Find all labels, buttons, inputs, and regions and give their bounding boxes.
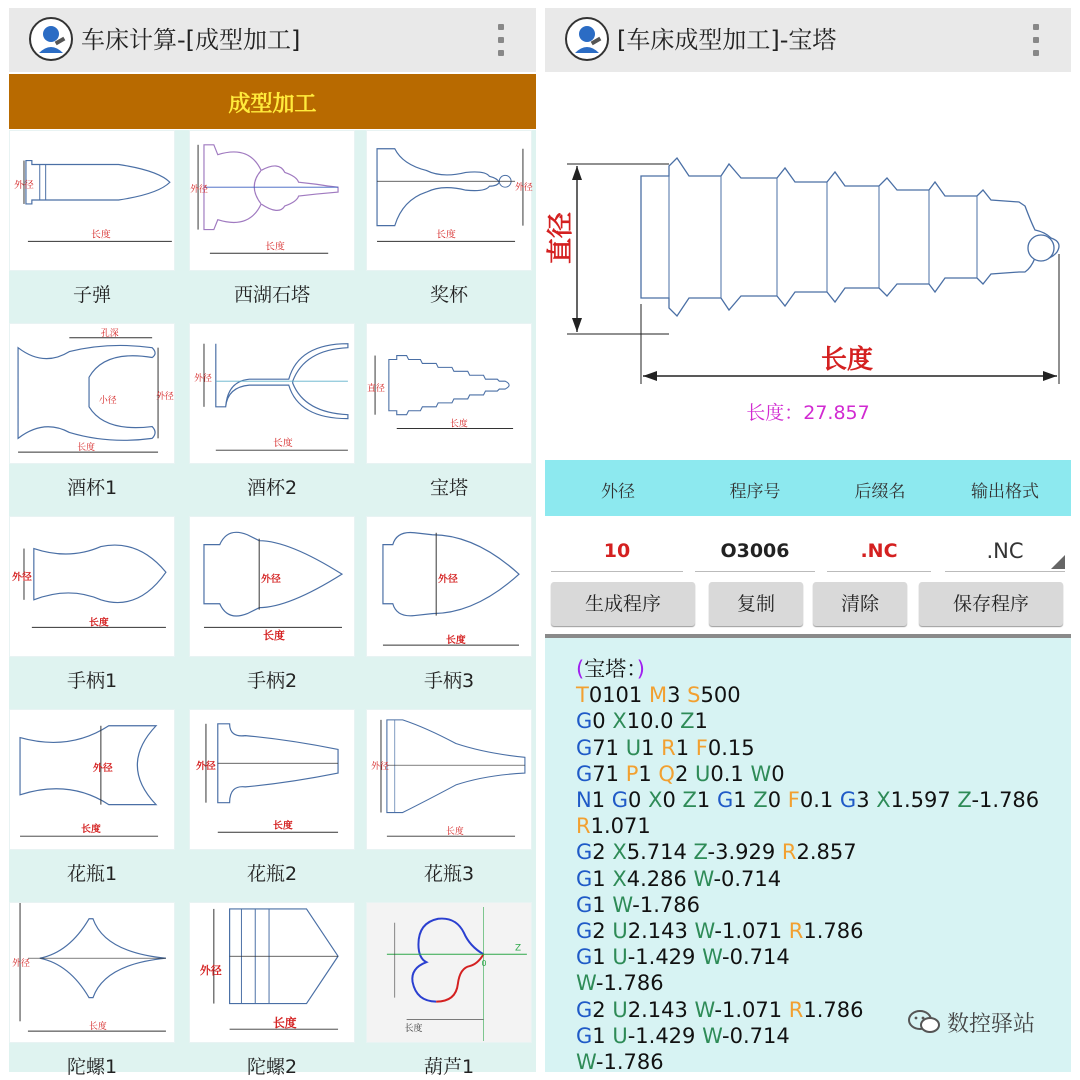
svg-text:外径: 外径 (200, 963, 222, 977)
code-token: 1.786 (803, 919, 864, 944)
code-token: -1.786 (971, 788, 1040, 813)
code-token: X (876, 788, 891, 813)
save-program-button[interactable]: 保存程序 (919, 582, 1063, 626)
wine-cup-2-shape-icon (189, 323, 355, 464)
app-logo-icon (565, 17, 609, 61)
code-token: U (612, 919, 628, 944)
code-token: W (750, 761, 772, 786)
clear-button[interactable]: 清除 (813, 582, 907, 626)
code-token: 500 (700, 683, 741, 708)
code-token: G (576, 709, 593, 734)
code-line (576, 656, 1071, 682)
code-token: U (612, 1023, 628, 1048)
code-token: 3 (667, 683, 688, 708)
code-token: S (687, 683, 701, 708)
wechat-icon (907, 1009, 941, 1035)
bullet-shape-icon (9, 130, 175, 271)
code-line (576, 735, 1071, 761)
tile-label: 花瓶1 (66, 863, 118, 885)
code-token: -3.929 (707, 840, 782, 865)
svg-text:外径: 外径 (12, 572, 32, 584)
code-token: P (625, 761, 639, 786)
code-token: 1 (592, 1023, 613, 1048)
tile-label: 陀螺2 (246, 1056, 298, 1078)
code-token: W (702, 945, 722, 970)
svg-text:长度: 长度 (449, 419, 468, 430)
svg-text:长度: 长度 (77, 443, 95, 454)
shape-grid (9, 130, 536, 1078)
code-line (576, 866, 1071, 892)
trophy-shape-icon (366, 130, 532, 271)
overflow-menu-icon[interactable] (1029, 22, 1043, 58)
watermark (907, 1007, 1035, 1038)
app-logo-icon (29, 17, 73, 61)
code-token: F (787, 788, 800, 813)
code-token: 1 (733, 788, 754, 813)
code-token: R (788, 997, 804, 1022)
code-token: W (693, 866, 714, 891)
svg-text:外径: 外径 (515, 183, 533, 194)
tile-label: 酒杯1 (66, 477, 118, 499)
svg-text:外径: 外径 (261, 574, 281, 586)
overflow-menu-icon[interactable] (494, 22, 508, 58)
code-token: G (576, 997, 593, 1022)
code-line (576, 1049, 1071, 1075)
code-token: G (576, 761, 593, 786)
code-token: R (576, 814, 591, 839)
length-label: 长度 (821, 345, 874, 375)
code-token: F (695, 735, 708, 760)
svg-text:外径: 外径 (190, 185, 208, 196)
app-bar (545, 8, 1071, 72)
code-token: 0 (628, 788, 649, 813)
code-line (576, 944, 1071, 970)
svg-text:长度: 长度 (446, 827, 464, 838)
param-inputs (545, 516, 1071, 580)
code-token: 1.071 (590, 814, 651, 839)
code-token: ( (576, 657, 585, 681)
code-token: 2.143 (627, 919, 695, 944)
svg-text:外径: 外径 (156, 391, 174, 402)
svg-text:长度: 长度 (272, 820, 293, 832)
code-line (576, 682, 1071, 708)
code-token: -1.071 (714, 919, 789, 944)
code-token: Z (753, 788, 768, 813)
code-token: 1 (694, 709, 708, 734)
svg-text:外径: 外径 (371, 762, 389, 773)
code-token: G (839, 788, 857, 813)
code-token: 1 (641, 735, 662, 760)
svg-text:长度: 长度 (272, 1016, 297, 1031)
code-token: 1 (675, 735, 696, 760)
svg-text:长度: 长度 (81, 824, 101, 836)
suffix-input[interactable]: .NC (827, 530, 931, 572)
code-token: U (612, 997, 628, 1022)
program-no-input[interactable]: O3006 (695, 530, 815, 572)
code-token: 0 (662, 788, 683, 813)
svg-text:长度: 长度 (89, 1022, 107, 1033)
code-line (576, 761, 1071, 787)
pagoda-detail-screen (545, 8, 1071, 1075)
svg-text:外径: 外径 (12, 959, 30, 970)
code-token: G (611, 788, 629, 813)
app-title: 车床计算-[成型加工] (81, 26, 301, 54)
code-token: U (625, 735, 642, 760)
code-line (576, 970, 1071, 996)
svg-text:小径: 小径 (98, 395, 117, 406)
code-token: 2 (592, 997, 613, 1022)
svg-text:外径: 外径 (196, 761, 216, 773)
code-token: 0.1 (799, 788, 840, 813)
code-token: R (781, 840, 797, 865)
pagoda-shape-icon (366, 323, 532, 464)
code-token: 0 (767, 788, 788, 813)
svg-text:外径: 外径 (194, 374, 212, 385)
svg-text:长度: 长度 (446, 635, 466, 647)
code-token: R (661, 735, 676, 760)
code-token: 5.714 (626, 840, 694, 865)
code-line (576, 787, 1071, 813)
code-token: 0.1 (710, 761, 751, 786)
svg-text:长度: 长度 (436, 229, 456, 241)
dropdown-arrow-icon (1051, 555, 1065, 569)
pagoda-diagram (545, 72, 1071, 458)
code-token: 71 (592, 735, 626, 760)
code-token: W (576, 1050, 596, 1075)
code-token: 0.15 (707, 735, 755, 760)
spinning-top-shape-icon (9, 902, 175, 1043)
code-token: 1.786 (803, 997, 864, 1022)
stone-pagoda-shape-icon (189, 130, 355, 271)
code-token: X (612, 866, 627, 891)
code-token: -1.786 (595, 1050, 664, 1075)
code-token: -0.714 (713, 866, 782, 891)
code-token: W (694, 997, 715, 1022)
code-token: 2.143 (627, 997, 695, 1022)
code-token: 1 (592, 866, 613, 891)
code-token: -1.071 (714, 997, 789, 1022)
svg-text:长度: 长度 (272, 438, 293, 450)
code-token: Z (693, 840, 708, 865)
code-token: 2 (592, 919, 613, 944)
section-title: 成型加工 (228, 92, 317, 117)
code-token: G (576, 892, 593, 917)
vase-shape-icon (9, 709, 175, 850)
code-token: 宝塔： (584, 657, 637, 681)
header-output-format: 输出格式 (971, 482, 1039, 502)
code-token: G (576, 735, 593, 760)
handle-2-shape-icon (189, 516, 355, 657)
code-token: 3 (856, 788, 877, 813)
code-token: -1.429 (627, 1023, 703, 1048)
code-token: X (648, 788, 663, 813)
code-token: 10.0 (626, 709, 681, 734)
code-token: -1.429 (627, 945, 703, 970)
handle-shape-icon (9, 516, 175, 657)
code-token: 1.597 (890, 788, 958, 813)
wine-cup-shape-icon (9, 323, 175, 464)
code-token: W (576, 971, 596, 996)
tile-label: 葫芦1 (423, 1056, 475, 1078)
code-token: G (576, 919, 593, 944)
svg-text:长度: 长度 (263, 629, 285, 643)
dim-label: 外径 (14, 180, 34, 192)
handle-3-shape-icon (366, 516, 532, 657)
code-token: -1.786 (632, 892, 700, 917)
code-token: G (716, 788, 734, 813)
code-line (576, 918, 1071, 944)
code-token: -0.714 (722, 1023, 790, 1048)
code-token: Z (682, 788, 697, 813)
code-line (576, 839, 1071, 865)
svg-text:孔深: 孔深 (100, 328, 119, 339)
code-token: 0 (592, 709, 613, 734)
dim-label: 长度 (91, 229, 111, 241)
svg-text:长度: 长度 (265, 241, 285, 253)
code-token: 1 (592, 892, 613, 917)
tile-label: 手柄2 (246, 670, 298, 692)
code-token: W (612, 892, 633, 917)
shape-list-screen (9, 8, 536, 1078)
tile-label: 西湖石塔 (233, 284, 310, 306)
code-token: G (576, 840, 593, 865)
svg-text:长度: 长度 (89, 617, 109, 629)
tile-label: 手柄1 (66, 670, 118, 692)
code-token: X (612, 840, 627, 865)
code-token: -0.714 (722, 945, 790, 970)
vase-3-shape-icon (366, 709, 532, 850)
code-token: U (694, 761, 711, 786)
tile-label: 手柄3 (423, 670, 475, 692)
code-line (576, 708, 1071, 734)
header-program-no: 程序号 (729, 482, 781, 502)
tile-label: 陀螺1 (66, 1056, 118, 1078)
code-token: G (576, 945, 593, 970)
vase-2-shape-icon (189, 709, 355, 850)
svg-text:直径: 直径 (367, 384, 385, 395)
app-bar (9, 8, 536, 72)
action-buttons (545, 580, 1071, 632)
spinning-top-2-shape-icon (189, 902, 355, 1043)
header-suffix: 后缀名 (854, 482, 906, 502)
code-token: X (612, 709, 627, 734)
code-token: 1 (592, 945, 613, 970)
svg-text:Z: Z (515, 943, 522, 954)
code-token: T (576, 683, 589, 708)
code-token: G (576, 1023, 593, 1048)
param-header (545, 460, 1071, 516)
code-token: 2 (674, 761, 695, 786)
code-token: ) (636, 657, 645, 681)
output-format-select[interactable] (945, 530, 1065, 572)
code-token: -1.786 (595, 971, 664, 996)
screen-title: [车床成型加工]-宝塔 (617, 26, 837, 54)
tile-label: 花瓶3 (423, 863, 475, 885)
code-token: W (694, 919, 715, 944)
code-token: Z (957, 788, 972, 813)
code-token: 2 (592, 840, 613, 865)
tile-label: 花瓶2 (246, 863, 298, 885)
code-token: G (576, 866, 593, 891)
svg-text:外径: 外径 (438, 574, 458, 586)
code-token: 0101 (588, 683, 649, 708)
svg-text:长度: 长度 (404, 1024, 423, 1035)
output-format-value: .NC (986, 539, 1024, 563)
code-token: Q (658, 761, 675, 786)
length-readout: 长度：27.857 (746, 402, 870, 424)
tile-label: 宝塔 (429, 477, 468, 499)
copy-button[interactable]: 复制 (709, 582, 803, 626)
code-token: 1 (696, 788, 717, 813)
svg-text:外径: 外径 (92, 763, 113, 775)
code-line (576, 892, 1071, 918)
code-token: 0 (771, 761, 785, 786)
diameter-label: 直径 (546, 211, 576, 264)
code-token: 2.857 (796, 840, 857, 865)
code-token: 1 (591, 788, 612, 813)
svg-text:0: 0 (481, 959, 487, 969)
code-token: N (576, 788, 592, 813)
code-token: R (788, 919, 804, 944)
tile-label: 子弹 (72, 284, 111, 306)
code-token: 71 (592, 761, 626, 786)
tile-label: 酒杯2 (246, 477, 298, 499)
code-token: 4.286 (626, 866, 694, 891)
code-token: 1 (638, 761, 659, 786)
outer-diameter-input[interactable]: 10 (551, 530, 683, 572)
gourd-shape-icon (366, 902, 532, 1043)
code-token: M (648, 683, 668, 708)
section-header (9, 74, 536, 129)
code-token: Z (680, 709, 695, 734)
code-token: W (702, 1023, 722, 1048)
generate-program-button[interactable]: 生成程序 (551, 582, 695, 626)
code-token: U (612, 945, 628, 970)
code-line (576, 813, 1071, 839)
header-outer-diameter: 外径 (601, 482, 635, 502)
watermark-text: 数控驿站 (946, 1012, 1035, 1037)
tile-label: 奖杯 (429, 284, 468, 306)
